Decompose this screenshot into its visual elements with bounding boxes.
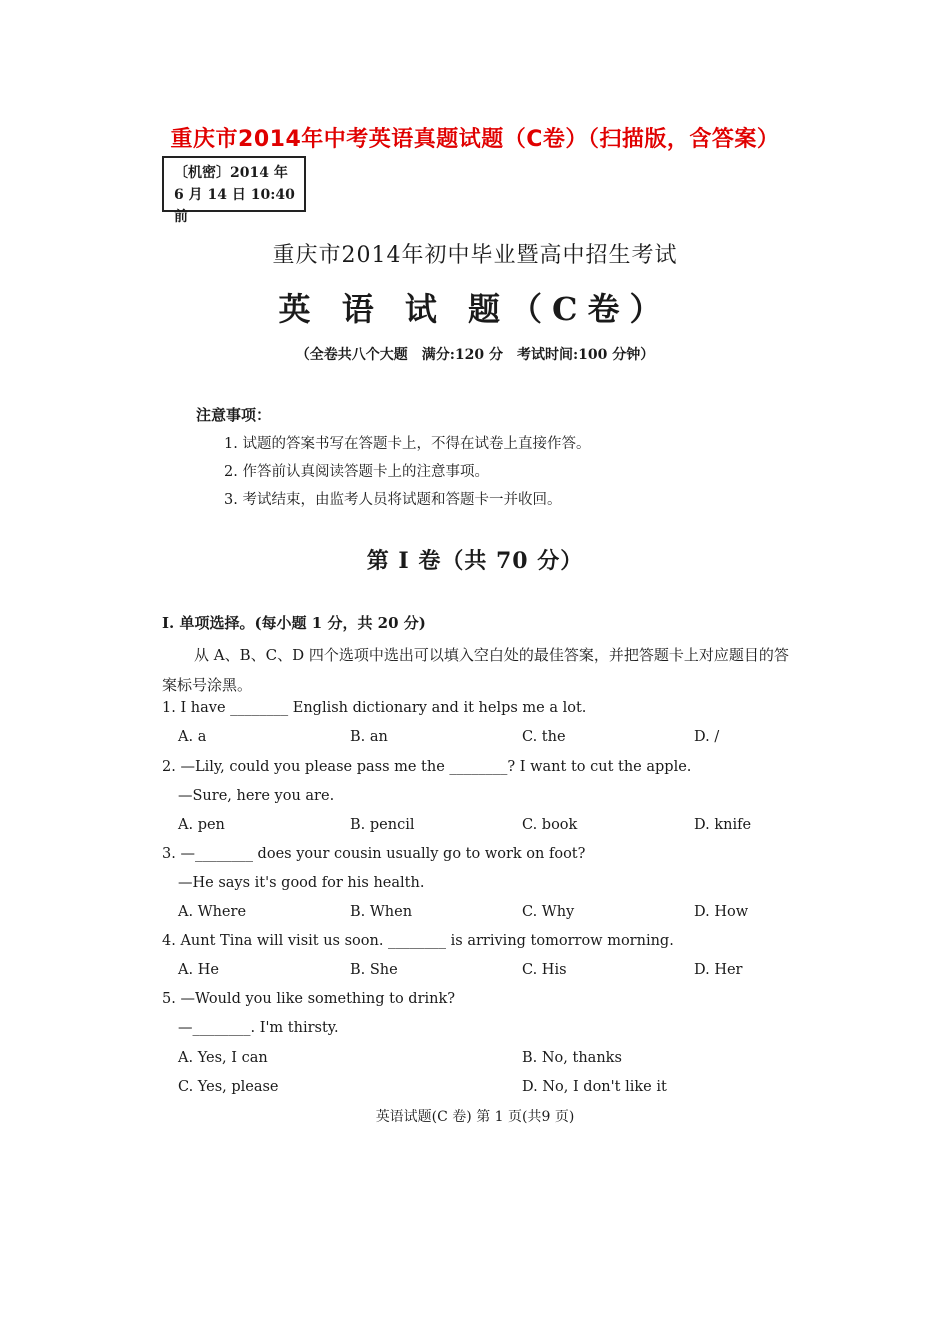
option-a: A. Where [178,904,247,920]
exam-header: 重庆市2014年初中毕业暨高中招生考试 [272,243,678,268]
question-response: —He says it's good for his health. [178,875,425,891]
confidential-stamp-box [162,156,306,225]
part-title: I. 单项选择。(每小题 1 分，共 20 分) [162,614,426,632]
page-footer: 英语试题(C 卷) 第 1 页(共9 页) [375,1109,575,1125]
option-a: A. a [178,729,207,745]
question-stem: 2. —Lily, could you please pass me the ________? I want to cut the apple. [162,759,692,775]
option-d: D. How [694,904,749,920]
option-c: C. Why [522,904,575,920]
confidential-line-1: 〔机密〕2014 年 [174,165,288,181]
section-title: 第 I 卷（共 70 分） [366,548,584,574]
option-b: B. She [350,962,398,978]
option-d: D. No, I don't like it [522,1079,667,1095]
paper-title: 英 语 试 题（C卷） [278,290,672,328]
option-c: C. the [522,729,566,745]
question-response: —Sure, here you are. [178,788,335,804]
option-c: C. book [522,817,578,833]
question-stem: 5. —Would you like something to drink? [162,991,456,1007]
question-stem: 3. —________ does your cousin usually go to work on foot? [162,846,586,862]
question-stem: 1. I have ________ English dictionary and it helps me a lot. [162,700,587,716]
option-c: C. Yes, please [178,1079,279,1095]
notice-item: 3. 考试结束，由监考人员将试题和答题卡一并收回。 [224,492,562,508]
paper-info: （全卷共八个大题 满分:120 分 考试时间:100 分钟） [295,347,655,363]
option-b: B. pencil [350,817,415,833]
option-d: D. / [694,729,720,745]
option-a: A. He [178,962,219,978]
option-a: A. pen [178,817,225,833]
option-d: D. knife [694,817,752,833]
question-stem: 4. Aunt Tina will visit us soon. ________ is arriving tomorrow morning. [162,933,674,949]
option-d: D. Her [694,962,743,978]
notice-heading: 注意事项： [196,406,272,424]
option-b: B. When [350,904,413,920]
notice-item: 1. 试题的答案书写在答题卡上，不得在试卷上直接作答。 [224,436,591,452]
option-b: B. an [350,729,388,745]
confidential-line-2: 6 月 14 日 10:40 前 [174,187,295,225]
option-c: C. His [522,962,567,978]
document-title: 重庆市2014年中考英语真题试题（C卷）（扫描版，含答案） [170,127,780,152]
question-response: —________. I'm thirsty. [178,1020,339,1036]
option-a: A. Yes, I can [178,1050,268,1066]
notice-item: 2. 作答前认真阅读答题卡上的注意事项。 [224,464,489,480]
instruction-text: 从 A、B、C、D 四个选项中选出可以填入空白处的最佳答案，并把答题卡上对应题目的答案标号涂黑。 [162,646,789,694]
option-b: B. No, thanks [522,1050,622,1066]
